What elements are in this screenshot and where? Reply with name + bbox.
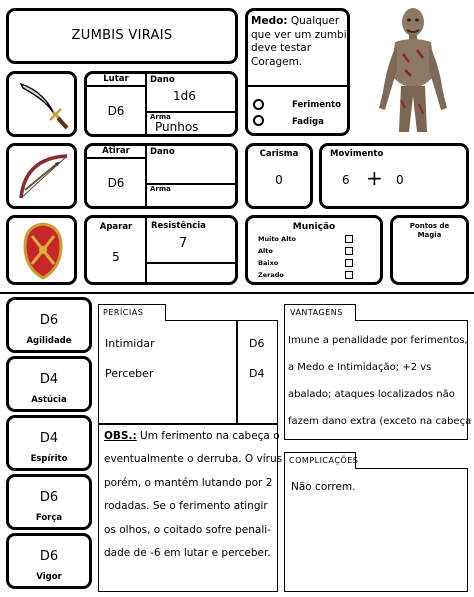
ammo-checkbox[interactable] [345,259,353,267]
attribute-name: Agilidade [26,336,72,346]
shoot-damage-label: Dano [150,147,175,157]
attribute-die[interactable]: D6 [39,490,59,505]
edge-line: a Medo e Intimidação; +2 vs [288,362,432,373]
ammo-label: Munição [292,222,336,232]
obs-line: porém, o mantém lutando por 2 [104,476,273,489]
movement-base[interactable]: 6 [342,173,350,187]
shoot-value[interactable]: D6 [107,176,125,190]
fatigue-marker[interactable] [253,115,264,126]
ammo-level-label: Muito Alto [258,235,296,243]
ammo-checkbox[interactable] [345,271,353,279]
fear-text: Qualquer que ver um zumbi deve testar Coragem. [251,15,347,68]
edges-panel [284,320,472,440]
obs-label: OBS.: [104,430,137,442]
hindrances-text [291,475,356,499]
skill-die[interactable]: D6 [249,337,265,350]
edge-line: Imune a penalidade por ferimentos, [288,335,468,346]
parry-toughness-box [84,215,238,285]
attribute-spirit [6,415,92,471]
edges-tab-label: VANTAGENS [290,308,343,317]
hindrances-panel [284,468,468,592]
charisma-box [245,143,313,209]
shoot-label: Atirar [102,146,130,156]
section-divider [0,292,474,294]
skills-tab [98,304,166,321]
parry-value[interactable]: 5 [112,250,120,264]
magic-points-box [390,215,469,285]
movement-bonus[interactable]: 0 [396,173,404,187]
edges-tab [284,304,356,321]
attribute-agility [6,297,92,353]
attribute-die[interactable]: D4 [39,372,59,387]
movement-box [319,143,469,209]
scimitar-icon [15,78,71,138]
movement-plus: + [366,166,383,190]
obs-line: os olhos, o coitado sofre penali- [104,523,271,536]
obs-line: dade de -6 em lutar e perceber. [104,547,271,560]
edge-line: fazem dano extra (exceto na cabeça [288,416,472,427]
shoot-weapon-label: Arma [150,185,171,193]
fear-label: Medo: [251,15,288,27]
character-name-box [6,8,238,64]
movement-label: Movimento [330,149,384,159]
parry-label: Aparar [99,222,133,232]
wounds-label: Ferimento [292,100,341,110]
parry-icon-box [6,215,77,285]
divider [145,218,147,282]
divider [87,157,145,159]
attribute-smarts [6,356,92,412]
skills-tab-label: PERÍCIAS [103,308,144,317]
divider [145,262,238,264]
shoot-icon-box [6,143,77,209]
attribute-name: Força [35,513,63,523]
character-name: ZUMBIS VIRAIS [71,28,173,43]
attribute-vigor [6,533,92,589]
zombie-portrait [357,4,469,136]
fight-damage-label: Dano [150,75,175,85]
shield-icon [21,222,65,284]
ammo-level-label: Zerado [258,271,284,279]
hindrances-tab [284,452,359,469]
fight-damage-value[interactable]: 1d6 [173,89,196,103]
divider [145,74,147,134]
attribute-die[interactable]: D6 [39,549,59,564]
charisma-value[interactable]: 0 [275,173,283,187]
fear-status-box [245,8,350,136]
attribute-strength [6,474,92,530]
attribute-name: Espírito [30,454,68,464]
divider [145,146,147,206]
hindrances-tab-label: COMPLICAÇÕES [289,456,359,465]
hindrance-line: Não correm. [291,481,356,493]
magic-points-label: Pontos de Magia [409,222,450,239]
fight-weapon-value[interactable]: Punhos [155,120,199,134]
fight-box [84,71,238,137]
attribute-name: Vigor [36,572,62,582]
attribute-die[interactable]: D4 [39,431,59,446]
skill-name[interactable]: Perceber [105,367,154,380]
edges-text [288,327,471,435]
divider [248,85,347,87]
ammo-level-label: Baixo [258,259,279,267]
charisma-label: Carisma [259,149,299,159]
edge-line: abalado; ataques localizados não [288,389,455,400]
bow-and-arrow-icon [15,150,71,210]
obs-line: rodadas. Se o ferimento atingir [104,500,268,513]
divider [236,321,238,423]
skill-name[interactable]: Intimidar [105,337,155,350]
ammo-checkbox[interactable] [345,235,353,243]
divider [87,85,145,87]
shoot-box [84,143,238,209]
fatigue-label: Fadiga [292,117,324,127]
obs-line: eventualmente o derruba. O vírus [104,453,283,466]
fight-icon-box [6,71,77,137]
obs-line: Um ferimento na cabeça o [140,430,280,442]
fight-weapon-label: Arma [150,113,171,121]
attribute-die[interactable]: D6 [39,313,59,328]
fight-value[interactable]: D6 [107,104,125,118]
skills-panel [98,320,283,592]
skills-notes [104,425,282,565]
attribute-name: Astúcia [31,395,67,405]
fear-note [251,15,349,69]
wound-marker[interactable] [253,99,264,110]
skill-die[interactable]: D4 [249,367,265,380]
ammo-checkbox[interactable] [345,247,353,255]
ammo-box [245,215,383,285]
toughness-value[interactable]: 7 [179,236,188,251]
fight-label: Lutar [103,74,129,84]
toughness-label: Resistência [151,221,206,231]
ammo-level-label: Alto [258,247,273,255]
